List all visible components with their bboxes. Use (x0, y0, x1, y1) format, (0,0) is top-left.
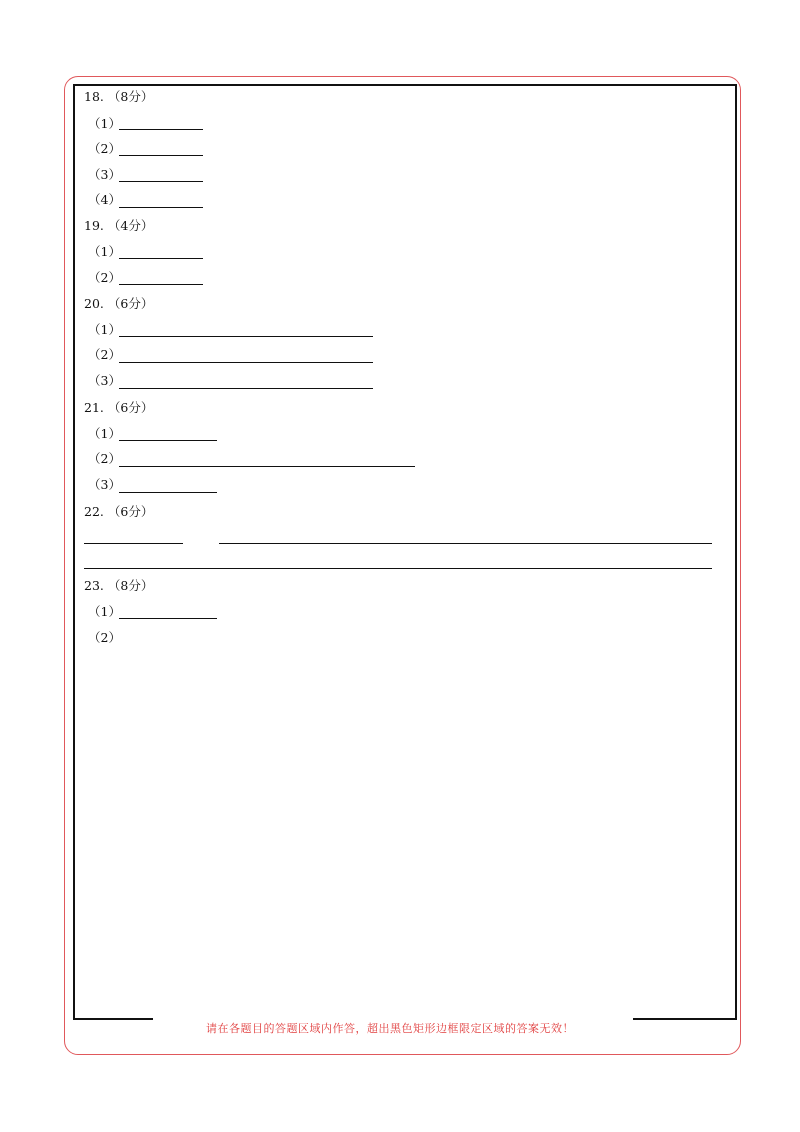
answer-area-notice: 请在各题目的答题区域内作答，超出黑色矩形边框限定区域的答案无效！ (206, 1022, 574, 1035)
question-19-header (84, 218, 153, 234)
q20-part-1-label: （1） (88, 322, 121, 337)
question-score: （4分） (107, 218, 154, 233)
q21-part-1-answer-line[interactable] (119, 440, 217, 441)
q20-part-3-answer-line[interactable] (119, 388, 373, 389)
q23-part-2-answer-area[interactable] (88, 650, 728, 1010)
q18-part-1-answer-line[interactable] (119, 129, 203, 130)
question-22-header (84, 504, 153, 520)
q20-part-1-answer-line[interactable] (119, 336, 373, 337)
q19-part-1-answer-line[interactable] (119, 258, 203, 259)
q18-part-3-label: （3） (88, 167, 121, 182)
q19-part-1-label: （1） (88, 244, 121, 259)
question-number: 19. (84, 218, 104, 233)
q21-part-2-answer-line[interactable] (119, 466, 415, 467)
q21-part-1-label: （1） (88, 426, 121, 441)
q18-part-4-answer-line[interactable] (119, 207, 203, 208)
q18-part-2-label: （2） (88, 141, 121, 156)
q21-part-3-label: （3） (88, 477, 121, 492)
q18-part-2-answer-line[interactable] (119, 155, 203, 156)
q18-part-1-label: （1） (88, 116, 121, 131)
question-score: （6分） (107, 296, 154, 311)
q21-part-2-label: （2） (88, 451, 121, 466)
q20-part-2-label: （2） (88, 347, 121, 362)
question-score: （8分） (107, 89, 154, 104)
question-number: 22. (84, 504, 104, 519)
question-score: （6分） (107, 504, 154, 519)
question-score: （6分） (107, 400, 154, 415)
question-score: （8分） (107, 578, 154, 593)
question-number: 18. (84, 89, 104, 104)
bottom-border-right (633, 1018, 737, 1020)
q20-part-3-label: （3） (88, 373, 121, 388)
q23-part-1-answer-line[interactable] (119, 618, 217, 619)
q18-part-4-label: （4） (88, 192, 121, 207)
q22-answer-line-full[interactable] (84, 568, 712, 569)
q19-part-2-answer-line[interactable] (119, 284, 203, 285)
q19-part-2-label: （2） (88, 270, 121, 285)
q20-part-2-answer-line[interactable] (119, 362, 373, 363)
q21-part-3-answer-line[interactable] (119, 492, 217, 493)
question-number: 20. (84, 296, 104, 311)
q23-part-1-label: （1） (88, 604, 121, 619)
question-number: 21. (84, 400, 104, 415)
question-20-header (84, 296, 153, 312)
question-21-header (84, 400, 153, 416)
question-23-header (84, 578, 153, 594)
question-number: 23. (84, 578, 104, 593)
q22-answer-line-short[interactable] (84, 543, 183, 544)
question-18-header (84, 89, 153, 105)
q18-part-3-answer-line[interactable] (119, 181, 203, 182)
q22-answer-line-long[interactable] (219, 543, 712, 544)
bottom-border-left (73, 1018, 153, 1020)
q23-part-2-label: （2） (88, 630, 121, 645)
